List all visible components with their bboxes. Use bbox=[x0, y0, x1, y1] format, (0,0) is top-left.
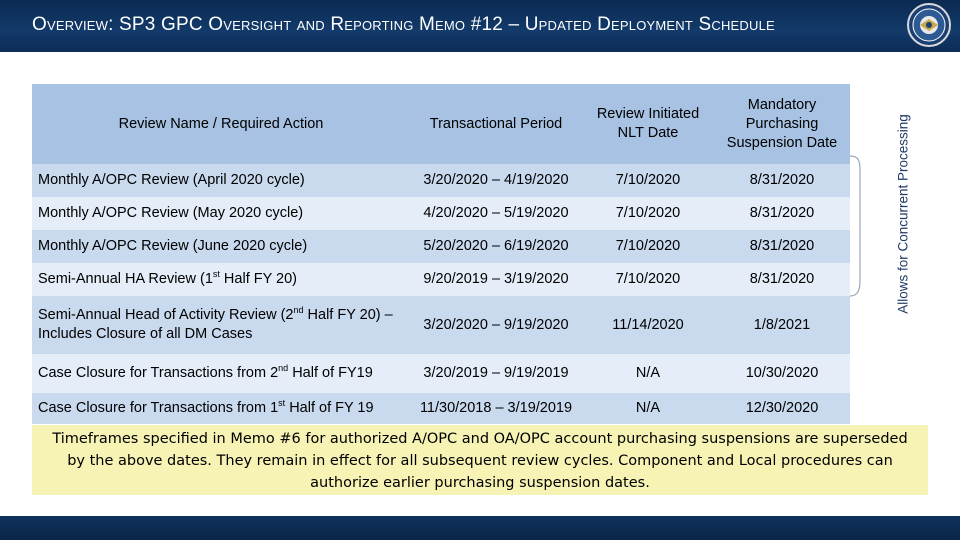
concurrent-processing-label: Allows for Concurrent Processing bbox=[895, 114, 911, 314]
table-cell-suspension: 12/30/2020 bbox=[714, 393, 850, 424]
table-cell-initiated: 7/10/2020 bbox=[582, 263, 714, 296]
table-cell-review-name: Semi-Annual Head of Activity Review (2nd Half FY 20) – Includes Closure of all DM Cases bbox=[32, 296, 410, 354]
table-cell-initiated: 7/10/2020 bbox=[582, 230, 714, 263]
superseded-note: Timeframes specified in Memo #6 for authorized A/OPC and OA/OPC account purchasing suspensions are superseded by the above dates. They remain in effect for all subsequent review cycles. Component and Local procedures can authorize earlier purchasing suspension dates. bbox=[32, 425, 928, 495]
table-cell-initiated: 7/10/2020 bbox=[582, 164, 714, 197]
table-cell-review-name: Monthly A/OPC Review (June 2020 cycle) bbox=[32, 230, 410, 263]
column-header-review-initiated: Review Initiated NLT Date bbox=[582, 84, 714, 164]
table-cell-suspension: 8/31/2020 bbox=[714, 197, 850, 230]
concurrent-processing-bracket bbox=[850, 84, 884, 304]
slide-title: Overview: SP3 GPC Oversight and Reporting Memo #12 – Updated Deployment Schedule bbox=[32, 14, 775, 35]
footer-bar bbox=[0, 516, 960, 540]
column-header-suspension-date: Mandatory Purchasing Suspension Date bbox=[714, 84, 850, 164]
table-cell-initiated: 11/14/2020 bbox=[582, 296, 714, 354]
table-cell-review-name: Monthly A/OPC Review (May 2020 cycle) bbox=[32, 197, 410, 230]
table-cell-initiated: N/A bbox=[582, 393, 714, 424]
table-cell-period: 3/20/2020 – 9/19/2020 bbox=[410, 296, 582, 354]
table-cell-initiated: 7/10/2020 bbox=[582, 197, 714, 230]
title-bar bbox=[0, 0, 960, 52]
table-cell-review-name: Case Closure for Transactions from 1st Half of FY 19 bbox=[32, 393, 410, 424]
table-cell-suspension: 10/30/2020 bbox=[714, 354, 850, 393]
table-cell-initiated: N/A bbox=[582, 354, 714, 393]
table-cell-review-name: Semi-Annual HA Review (1st Half FY 20) bbox=[32, 263, 410, 296]
table-cell-period: 3/20/2020 – 4/19/2020 bbox=[410, 164, 582, 197]
table-cell-period: 4/20/2020 – 5/19/2020 bbox=[410, 197, 582, 230]
table-cell-period: 3/20/2019 – 9/19/2019 bbox=[410, 354, 582, 393]
table-cell-review-name: Monthly A/OPC Review (April 2020 cycle) bbox=[32, 164, 410, 197]
department-of-defense-seal-icon bbox=[904, 2, 954, 48]
column-header-review-name: Review Name / Required Action bbox=[32, 84, 410, 164]
table-cell-period: 11/30/2018 – 3/19/2019 bbox=[410, 393, 582, 424]
table-cell-suspension: 8/31/2020 bbox=[714, 263, 850, 296]
table-cell-suspension: 1/8/2021 bbox=[714, 296, 850, 354]
table-cell-period: 5/20/2020 – 6/19/2020 bbox=[410, 230, 582, 263]
table-cell-suspension: 8/31/2020 bbox=[714, 164, 850, 197]
table-cell-review-name: Case Closure for Transactions from 2nd Half of FY19 bbox=[32, 354, 410, 393]
column-header-transactional-period: Transactional Period bbox=[410, 84, 582, 164]
table-cell-suspension: 8/31/2020 bbox=[714, 230, 850, 263]
table-cell-period: 9/20/2019 – 3/19/2020 bbox=[410, 263, 582, 296]
